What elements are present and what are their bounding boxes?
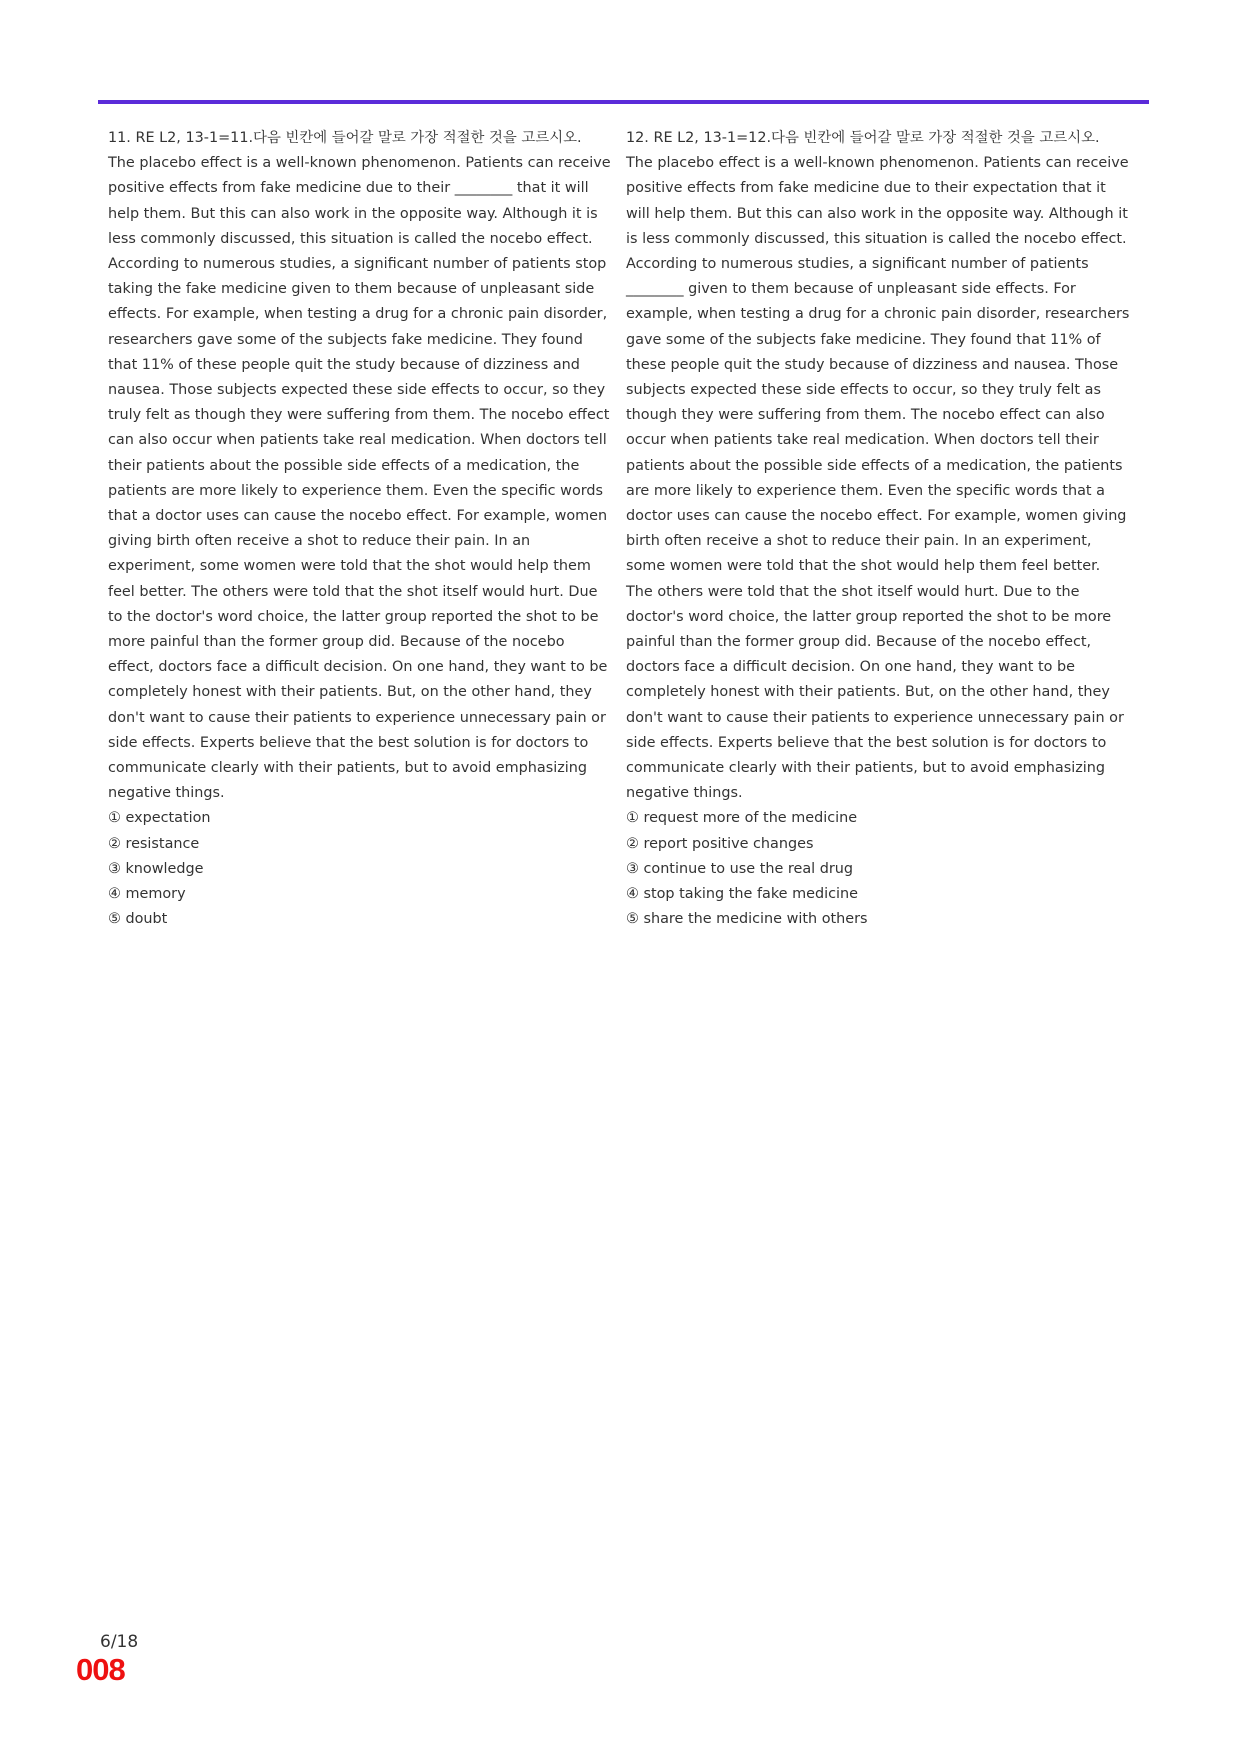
top-divider	[98, 100, 1149, 104]
answer-option: ③ knowledge	[108, 860, 204, 877]
question-header: 12. RE L2, 13-1=12.다음 빈칸에 들어갈 말로 가장 적절한 것을 고르시오.	[626, 130, 1100, 146]
page-number: 6/18	[100, 1632, 139, 1652]
question-11	[108, 126, 613, 933]
answer-options	[108, 806, 613, 932]
answer-option: ① request more of the medicine	[626, 810, 858, 827]
page-code: 008	[76, 1652, 125, 1687]
answer-option: ② report positive changes	[626, 835, 814, 852]
answer-option: ① expectation	[108, 810, 211, 827]
answer-option: ⑤ share the medicine with others	[626, 911, 868, 928]
answer-option: ④ stop taking the fake medicine	[626, 886, 858, 903]
answer-option: ④ memory	[108, 886, 186, 903]
answer-option: ③ continue to use the real drug	[626, 860, 854, 877]
answer-option: ② resistance	[108, 835, 200, 852]
question-passage: The placebo effect is a well-known phenomenon. Patients can receive positive effects from fake medicine due to their ________ that it will help them. But this can also work in the opposite way. Although it is less commonly discussed, this situation is called the nocebo effect. According to numerous studies, a significant number of patients stop taking the fake medicine given to them because of unpleasant side effects. For example, when testing a drug for a chronic pain disorder, researchers gave some of the subjects fake medicine. They found that 11% of these people quit the study because of dizziness and nausea. Those subjects expected these side effects to occur, so they truly felt as though they were suffering from them. The nocebo effect can also occur when patients take real medication. When doctors tell their patients about the possible side effects of a medication, the patients are more likely to experience them. Even the specific words that a doctor uses can cause the nocebo effect. For example, women giving birth often receive a shot to reduce their pain. In an experiment, some women were told that the shot would help them feel better. The others were told that the shot itself would hurt. Due to the doctor's word choice, the latter group reported the shot to be more painful than the former group did. Because of the nocebo effect, doctors face a difficult decision. On one hand, they want to be completely honest with their patients. But, on the other hand, they don't want to cause their patients to experience unnecessary pain or side effects. Experts believe that the best solution is for doctors to communicate clearly with their patients, but to avoid emphasizing negative things.	[108, 155, 611, 802]
question-passage: The placebo effect is a well-known phenomenon. Patients can receive positive effects from fake medicine due to their expectation that it will help them. But this can also work in the opposite way. Although it is less commonly discussed, this situation is called the nocebo effect. According to numerous studies, a significant number of patients ________ given to them because of unpleasant side effects. For example, when testing a drug for a chronic pain disorder, researchers gave some of the subjects fake medicine. They found that 11% of these people quit the study because of dizziness and nausea. Those subjects expected these side effects to occur, so they truly felt as though they were suffering from them. The nocebo effect can also occur when patients take real medication. When doctors tell their patients about the possible side effects of a medication, the patients are more likely to experience them. Even the specific words that a doctor uses can cause the nocebo effect. For example, women giving birth often receive a shot to reduce their pain. In an experiment, some women were told that the shot would help them feel better. The others were told that the shot itself would hurt. Due to the doctor's word choice, the latter group reported the shot to be more painful than the former group did. Because of the nocebo effect, doctors face a difficult decision. On one hand, they want to be completely honest with their patients. But, on the other hand, they don't want to cause their patients to experience unnecessary pain or side effects. Experts believe that the best solution is for doctors to communicate clearly with their patients, but to avoid emphasizing negative things.	[626, 155, 1130, 802]
question-header: 11. RE L2, 13-1=11.다음 빈칸에 들어갈 말로 가장 적절한 것을 고르시오.	[108, 130, 582, 146]
answer-options	[626, 806, 1131, 932]
question-12	[626, 126, 1131, 933]
answer-option: ⑤ doubt	[108, 911, 168, 928]
